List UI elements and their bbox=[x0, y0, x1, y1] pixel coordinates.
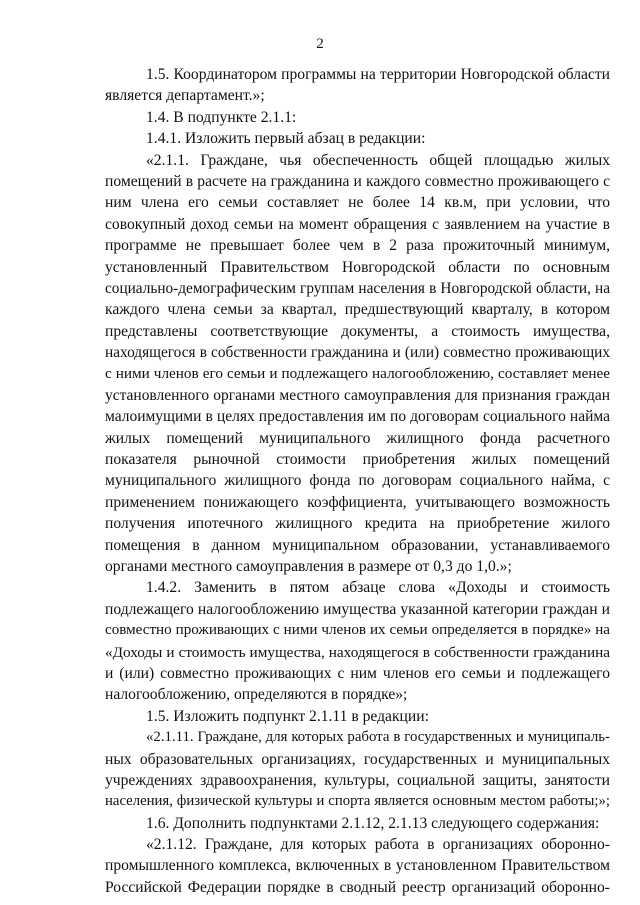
text-line: совместно проживающих с ними членов их семьи определяется в порядке» на bbox=[105, 622, 610, 639]
text-line: совокупный доход семьи на момент обращения с заявлением на участие в bbox=[105, 215, 610, 233]
text-line: «2.1.1. Граждане, чья обеспеченность общей площадью жилых bbox=[146, 151, 610, 169]
text-line: муниципального жилищного фонда по договорам социального найма, с bbox=[105, 472, 610, 490]
text-line: установленный Правительством Новгородской области по основным bbox=[105, 258, 610, 276]
text-line: ных образовательных организациях, государственных и муниципальных bbox=[105, 750, 610, 768]
text-line: и (или) совместно проживающих с ним членов его семьи и подлежащего bbox=[105, 664, 610, 682]
text-line: 1.6. Дополнить подпунктами 2.1.12, 2.1.13 следующего содержания: bbox=[146, 814, 600, 832]
text-line: промышленного комплекса, включенных в установленном Правительством bbox=[105, 857, 610, 875]
page-number: 2 bbox=[316, 36, 324, 52]
text-line: ним члена его семьи составляет не более 14 кв.м, при условии, что bbox=[105, 194, 610, 212]
text-line: «2.1.12. Граждане, для которых работа в организациях оборонно- bbox=[146, 836, 610, 854]
text-line: малоимущими в целях предоставления им по договорам социального найма bbox=[105, 408, 610, 426]
text-line: получения ипотечного жилищного кредита на приобретение жилого bbox=[105, 515, 610, 533]
text-line: 1.5. Координатором программы на территории Новгородской области bbox=[146, 66, 610, 83]
text-line: «2.1.11. Граждане, для которых работа в государственных и муниципаль- bbox=[146, 729, 610, 746]
text-line: населения, физической культуры и спорта является основным местом работы;»; bbox=[105, 793, 610, 810]
text-line: представлены соответствующие документы, а стоимость имущества, bbox=[105, 322, 610, 340]
text-line: органами местного самоуправления в размере от 0,3 до 1,0.»; bbox=[105, 557, 512, 575]
text-line: помещения в данном муниципальном образовании, устанавливаемого bbox=[105, 536, 610, 554]
text-line: находящегося в собственности гражданина и (или) совместно проживающих bbox=[105, 344, 610, 362]
text-line: показателя рыночной стоимости приобретения жилых помещений bbox=[105, 451, 610, 469]
text-line: применением понижающего коэффициента, учитывающего возможность bbox=[105, 493, 610, 511]
text-line: 1.4. В подпункте 2.1.1: bbox=[146, 108, 297, 126]
text-line: установленного органами местного самоуправления для признания граждан bbox=[105, 386, 610, 404]
text-line: 1.4.2. Заменить в пятом абзаце слова «Доходы и стоимость bbox=[146, 579, 610, 597]
text-line: подлежащего налогообложению имущества указанной категории граждан и bbox=[105, 600, 610, 618]
text-line: Российской Федерации порядке в сводный реестр организаций оборонно- bbox=[105, 878, 610, 896]
text-line: каждого члена семьи за квартал, предшествующий кварталу, в котором bbox=[105, 301, 610, 319]
text-line: налогообложению, определяются в порядке»; bbox=[105, 686, 408, 704]
text-line: 1.5. Изложить подпункт 2.1.11 в редакции: bbox=[146, 707, 429, 725]
text-line: социально-демографическим группам населения в Новгородской области, на bbox=[105, 279, 610, 297]
document-body bbox=[105, 64, 610, 898]
text-line: учреждениях здравоохранения, культуры, социальной защиты, занятости bbox=[105, 771, 610, 789]
text-line: является департамент.»; bbox=[105, 87, 265, 105]
text-line: «Доходы и стоимость имущества, находящегося в собственности гражданина bbox=[105, 643, 610, 661]
text-line: 1.4.1. Изложить первый абзац в редакции: bbox=[146, 130, 426, 148]
text-line: с ними членов его семьи и подлежащего налогообложению, составляет менее bbox=[105, 365, 610, 383]
text-line: программе не превышает более чем в 2 раза прожиточный минимум, bbox=[105, 237, 610, 255]
text-line: помещений в расчете на гражданина и каждого совместно проживающего с bbox=[105, 172, 610, 190]
text-line: жилых помещений муниципального жилищного фонда расчетного bbox=[105, 429, 610, 447]
